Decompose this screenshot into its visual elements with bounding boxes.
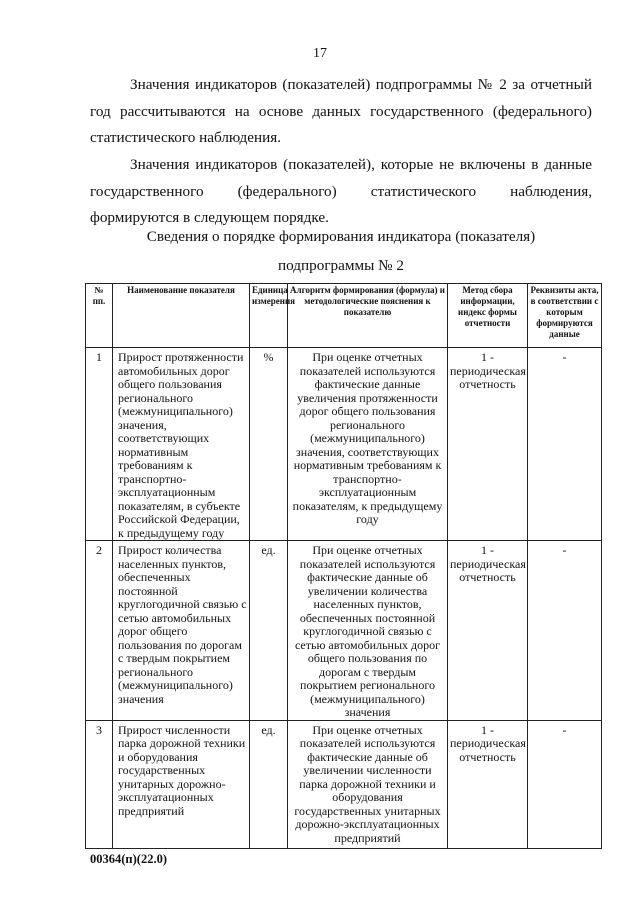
row-act: -: [528, 348, 602, 541]
header-indicator-name: Наименование показателя: [113, 284, 250, 348]
row-algorithm: При оценке отчетных показателей используются фактические данные об увеличении количества населенных пунктов, обеспеченных постоянной круглогодичной связью с сетью автомобильных дорог общего пользования по дорогам с твердым покрытием регионального (межмуниципального) значения: [288, 541, 448, 721]
table-header-row: [86, 284, 602, 348]
row-indicator-name: Прирост протяженности автомобильных дорог общего пользования регионального (межмуниципального) значения, соответствующих нормативным требованиям к транспортно-эксплуатационным показателям, в субъекте Российской Федерации, к предыдущему году: [113, 348, 250, 541]
row-act: -: [528, 720, 602, 848]
table-row: [86, 720, 602, 848]
row-method: 1 - периодическая отчетность: [448, 720, 528, 848]
row-unit: ед.: [250, 541, 288, 721]
row-unit: %: [250, 348, 288, 541]
footer-document-code: 00364(п)(22.0): [90, 852, 167, 866]
header-act: Реквизиты акта, в соответствии с которым формируются данные: [528, 284, 602, 348]
row-method: 1 - периодическая отчетность: [448, 541, 528, 721]
row-method: 1 - периодическая отчетность: [448, 348, 528, 541]
table-row: [86, 541, 602, 721]
row-indicator-name: Прирост количества населенных пунктов, обеспеченных постоянной круглогодичной связью с сетью автомобильных дорог общего пользования по дорогам с твердым покрытием регионального (межмуниципального) значения: [113, 541, 250, 721]
paragraph-1: Значения индикаторов (показателей) подпрограммы № 2 за отчетный год рассчитываются на основе данных государственного (федерального) статистического наблюдения.: [90, 76, 592, 146]
table-row: [86, 348, 602, 541]
header-algorithm: Алгоритм формирования (формула) и методологические пояснения к показателю: [288, 284, 448, 348]
indicator-table: [85, 283, 602, 849]
row-number: 1: [86, 348, 113, 541]
paragraph-2: Значения индикаторов (показателей), которые не включены в данные государственного (федерального) статистического наблюдения, формируются в следующем порядке.: [90, 156, 592, 226]
row-act: -: [528, 541, 602, 721]
row-number: 3: [86, 720, 113, 848]
row-algorithm: При оценке отчетных показателей используются фактические данные увеличения протяженности дорог общего пользования регионального (межмуниципального) значения, соответствующих нормативным требованиям к транспортно-эксплуатационным показателям, к предыдущему году: [288, 348, 448, 541]
row-unit: ед.: [250, 720, 288, 848]
row-number: 2: [86, 541, 113, 721]
header-method: Метод сбора информации, индекс формы отчетности: [448, 284, 528, 348]
row-algorithm: При оценке отчетных показателей используются фактические данные об увеличении численности парка дорожной техники и оборудования государственных унитарных дорожно-эксплуатационных предприятий: [288, 720, 448, 848]
row-indicator-name: Прирост численности парка дорожной техники и оборудования государственных унитарных дорожно-эксплуатационных предприятий: [113, 720, 250, 848]
page-number: 17: [313, 46, 327, 61]
table-title-line-1: Сведения о порядке формирования индикатора (показателя): [146, 228, 536, 245]
header-number: № пп.: [86, 284, 113, 348]
table-title-line-2: подпрограммы № 2: [278, 257, 404, 274]
header-unit: Единица измерения: [250, 284, 288, 348]
